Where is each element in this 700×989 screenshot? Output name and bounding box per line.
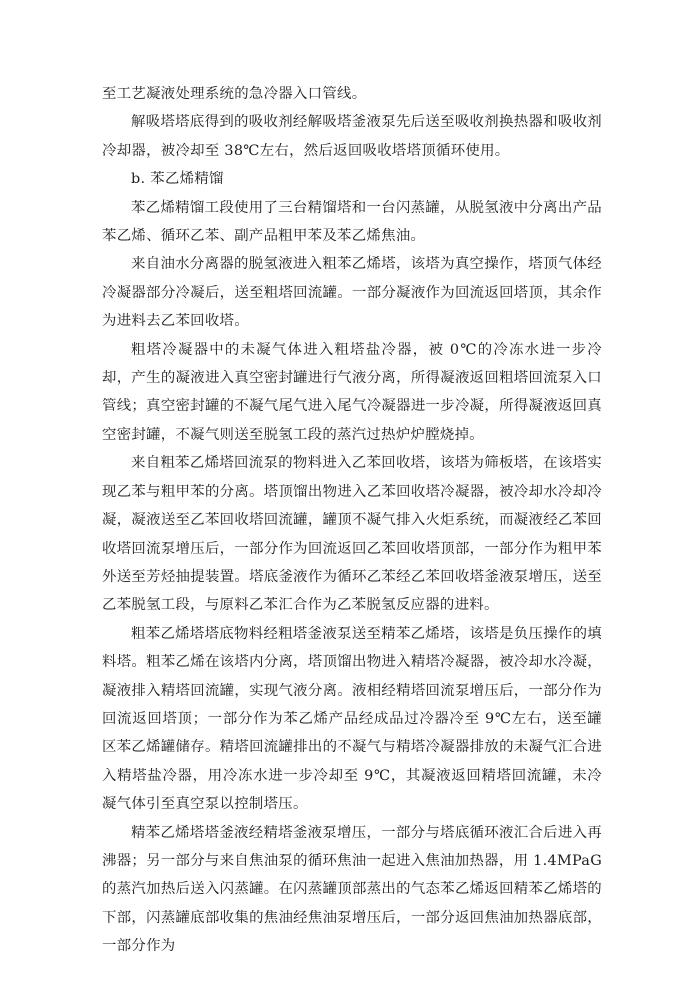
document-body [102, 80, 602, 961]
paragraph-ethylbenzene-recovery: 来自粗苯乙烯塔回流泵的物料进入乙苯回收塔，该塔为筛板塔，在该塔实现乙苯与粗甲苯的分离。塔顶馏出物进入乙苯回收塔冷凝器，被冷却水冷却冷凝，凝液送至乙苯回收塔回流罐，罐顶不凝气排入火炬系统，而凝液经乙苯回收塔回流泵增压后，一部分作为回流返回乙苯回收塔顶部，一部分作为粗甲苯外送至芳烃抽提装置。塔底釜液作为循环乙苯经乙苯回收塔釜液泵增压，送至乙苯脱氢工段，与原料乙苯汇合作为乙苯脱氢反应器的进料。 [102, 455, 602, 614]
paragraph-column-bottoms-flash: 精苯乙烯塔塔釜液经精塔釜液泵增压，一部分与塔底循环液汇合后进入再沸器；另一部分与来自焦油泵的循环焦油一起进入焦油加热器，用 1.4MPaG 的蒸汽加热后送入闪蒸罐。在闪蒸罐顶部蒸出的气态苯乙烯返回精苯乙烯塔的下部，闪蒸罐底部收集的焦油经焦油泵增压后，一部分返回焦油加热器底部，一部分作为 [102, 824, 602, 955]
section-heading-styrene-distillation: b. 苯乙烯精馏 [131, 171, 224, 188]
paragraph-crude-brine-cooler: 粗塔冷凝器中的未凝气体进入粗塔盐冷器，被 0℃的冷冻水进一步冷却，产生的凝液进入真空密封罐进行气液分离，所得凝液返回粗塔回流泵入口管线；真空密封罐的不凝气尾气进入尾气冷凝器进一步冷凝，所得凝液返回真空密封罐，不凝气则送至脱氢工段的蒸汽过热炉炉膛烧掉。 [102, 341, 602, 443]
paragraph-distillation-overview: 苯乙烯精馏工段使用了三台精馏塔和一台闪蒸罐，从脱氢液中分离出产品苯乙烯、循环乙苯、副产品粗甲苯及苯乙烯焦油。 [102, 199, 602, 245]
paragraph-absorbent-recycle: 解吸塔塔底得到的吸收剂经解吸塔釜液泵先后送至吸收剂换热器和吸收剂冷却器，被冷却至 38℃左右，然后返回吸收塔塔顶循环使用。 [102, 114, 602, 159]
paragraph-fine-styrene-column: 粗苯乙烯塔塔底物料经粗塔釜液泵送至精苯乙烯塔，该塔是负压操作的填料塔。粗苯乙烯在该塔内分离，塔顶馏出物进入精塔冷凝器，被冷却水冷凝，凝液排入精塔回流罐，实现气液分离。液相经精塔回流泵增压后，一部分作为回流返回塔顶；一部分作为苯乙烯产品经成品过冷器冷至 9℃左右，送至罐区苯乙烯罐储存。精塔回流罐排出的不凝气与精塔冷凝器排放的未凝气汇合进入精塔盐冷器，用冷冻水进一步冷却至 9℃，其凝液返回精塔回流罐，未冷凝气体引至真空泵以控制塔压。 [102, 625, 602, 813]
paragraph-continuation: 至工艺凝液处理系统的急冷器入口管线。 [102, 86, 367, 102]
paragraph-crude-styrene-column: 来自油水分离器的脱氢液进入粗苯乙烯塔，该塔为真空操作，塔顶气体经冷凝器部分冷凝后，送至粗塔回流罐。一部分凝液作为回流返回塔顶，其余作为进料去乙苯回收塔。 [102, 256, 602, 330]
